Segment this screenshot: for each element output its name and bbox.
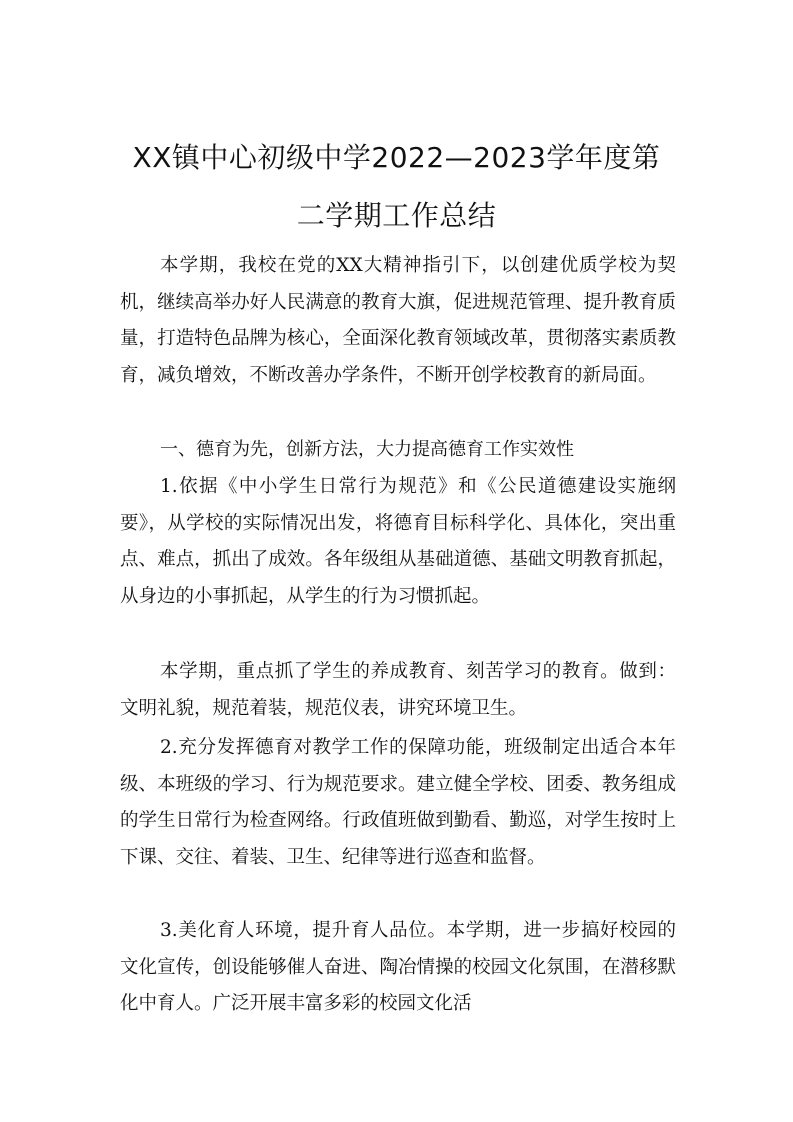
item-3-paragraph: 3.美化育人环境，提升育人品位。本学期，进一步搞好校园的文化宣传，创设能够催人奋进、陶冶情操的校园文化氛围，在潜移默化中育人。广泛开展丰富多彩的校园文化活 [120,920,676,1015]
item-1-paragraph: 1.依据《中小学生日常行为规范》和《公民道德建设实施纲要》，从学校的实际情况出发，将德育目标科学化、具体化，突出重点、难点，抓出了成效。各年级组从基础道德、基础文明教育抓起，从身边的小事抓起，从学生的行为习惯抓起。 [120,476,676,607]
section-1-heading: 一、德育为先，创新方法，大力提高德育工作实效性 [160,439,574,460]
document-title-line-1: XX镇中心初级中学2022—2023学年度第 [132,141,661,174]
item-1-followup-paragraph: 本学期，重点抓了学生的养成教育、刻苦学习的教育。做到：文明礼貌，规范着装，规范仪表，讲究环境卫生。 [120,661,676,719]
document-title-line-2: 二学期工作总结 [296,199,497,232]
item-2-paragraph: 2.充分发挥德育对教学工作的保障功能，班级制定出适合本年级、本班级的学习、行为规范要求。建立健全学校、团委、教务组成的学生日常行为检查网络。行政值班做到勤看、勤巡，对学生按时上下课、交往、着装、卫生、纪律等进行巡查和监督。 [120,737,676,868]
intro-paragraph: 本学期，我校在党的XX大精神指引下，以创建优质学校为契机，继续高举办好人民满意的教育大旗，促进规范管理、提升教育质量，打造特色品牌为核心，全面深化教育领域改革，贯彻落实素质教育，减负增效，不断改善办学条件，不断开创学校教育的新局面。 [120,255,676,386]
